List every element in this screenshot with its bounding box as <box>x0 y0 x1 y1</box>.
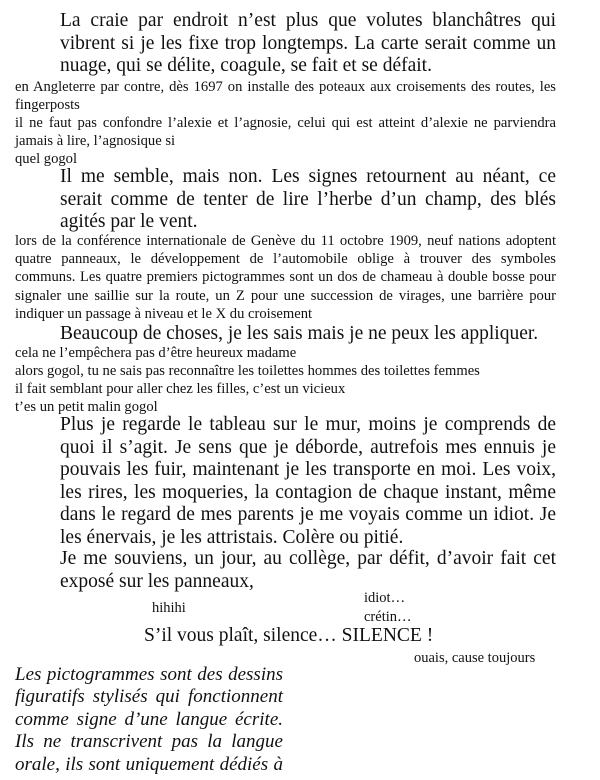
note-paragraph: en Angleterre par contre, dès 1697 on installe des poteaux aux croisements des routes, les fingerposts <box>15 79 556 114</box>
voice-line: t’es un petit malin gogol <box>15 399 158 415</box>
voice-cretin: crétin… <box>364 609 412 625</box>
narrative-paragraph: Beaucoup de choses, je les sais mais je ne peux les appliquer. <box>60 323 539 344</box>
italic-line: Les pictogrammes sont des dessins <box>15 664 283 685</box>
narrative-paragraph: La craie par endroit n’est plus que volutes blanchâtres qui vibrent si je les fixe trop longtemps. La carte serait comme un nuage, qui se délite, coagule, se fait et se défait. <box>60 10 556 76</box>
narrative-paragraph: Il me semble, mais non. Les signes retournent au néant, ce serait comme de tenter de lire l’herbe d’un champ, des blés agités par le vent. <box>60 166 556 232</box>
note-paragraph: il ne faut pas confondre l’alexie et l’agnosie, celui qui est atteint d’alexie ne parviendra jamais à lire, l’agnosique si <box>15 115 556 150</box>
italic-line: figuratifs stylisés qui fonctionnent <box>15 686 283 708</box>
italic-definition-block <box>15 664 283 776</box>
voice-idiot: idiot… <box>364 590 406 606</box>
italic-line: Ils ne transcrivent pas la langue <box>15 731 283 753</box>
voice-line: cela ne l’empêchera pas d’être heureux madame <box>15 345 297 361</box>
voice-line: il fait semblant pour aller chez les filles, c’est un vicieux <box>15 381 346 397</box>
voice-line: quel gogol <box>15 151 78 167</box>
narrative-paragraph: Je me souviens, un jour, au collège, par défit, d’avoir fait cet exposé sur les panneaux, <box>60 548 556 592</box>
note-paragraph: lors de la conférence internationale de Genève du 11 octobre 1909, neuf nations adoptent quatre panneaux, le développement de l’automobile oblige à trouver des symboles communs. Les quatre premiers pictogrammes sont un dos de chameau à double bosse pour signaler une saillie sur la route, un Z pour une succession de virages, une barrière pour indiquer un passage à niveau et le X du croisement <box>15 233 556 322</box>
italic-line: comme signe d’une langue écrite. <box>15 708 283 730</box>
voice-ouais: ouais, cause toujours <box>414 650 536 666</box>
italic-line: orale, ils sont uniquement dédiés à <box>15 753 283 775</box>
voice-line: alors gogol, tu ne sais pas reconnaître les toilettes hommes des toilettes femmes <box>15 363 480 379</box>
voice-hihihi: hihihi <box>152 600 186 616</box>
narrative-paragraph: Plus je regarde le tableau sur le mur, moins je comprends de quoi il s’agit. Je sens que je déborde, autrefois mes ennuis je pouvais les fuir, maintenant je les transporte en moi. Les voix, les rires, les moqueries, la contagion de chaque instant, même dans le regard de mes parents je me voyais comme un idiot. Je les énervais, je les attristais. Colère ou pitié. <box>60 414 556 548</box>
teacher-silence-line: S’il vous plaît, silence… SILENCE ! <box>144 625 434 646</box>
